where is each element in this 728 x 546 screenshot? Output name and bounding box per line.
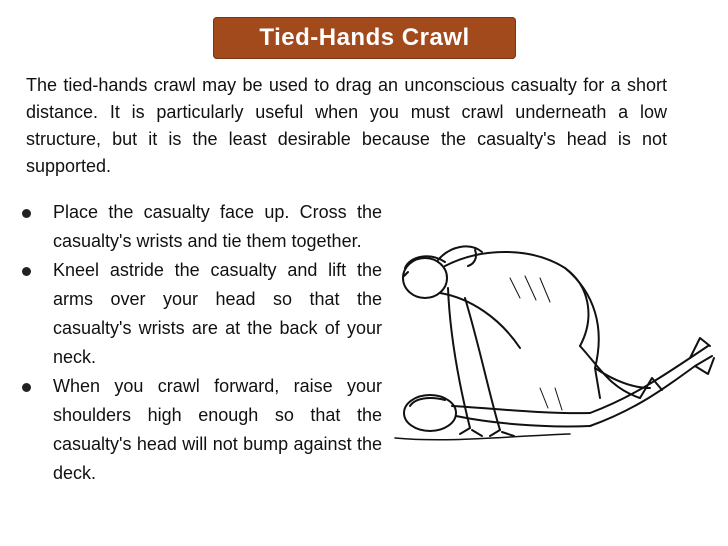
bullet-icon (22, 209, 31, 218)
title-banner (213, 17, 516, 59)
steps-list (18, 198, 382, 488)
bullet-icon (22, 383, 31, 392)
step-item-2 (18, 256, 382, 372)
step-text: When you crawl forward, raise your shoulders high enough so that the casualty's head will not bump against the deck. (53, 376, 382, 483)
page-title: Tied-Hands Crawl (259, 24, 470, 51)
intro-paragraph: The tied-hands crawl may be used to drag an unconscious casualty for a short distance. It is particularly useful when you must crawl underneath a low structure, but it is the least desirable because the casualty's head is not supported. (26, 75, 667, 176)
step-item-3 (18, 372, 382, 488)
bullet-icon (22, 267, 31, 276)
step-text: Place the casualty face up. Cross the casualty's wrists and tie them together. (53, 202, 382, 251)
rescuer-crawling-illustration (390, 238, 720, 458)
step-text: Kneel astride the casualty and lift the arms over your head so that the casualty's wrists are at the back of your neck. (53, 260, 382, 367)
step-item-1 (18, 198, 382, 256)
